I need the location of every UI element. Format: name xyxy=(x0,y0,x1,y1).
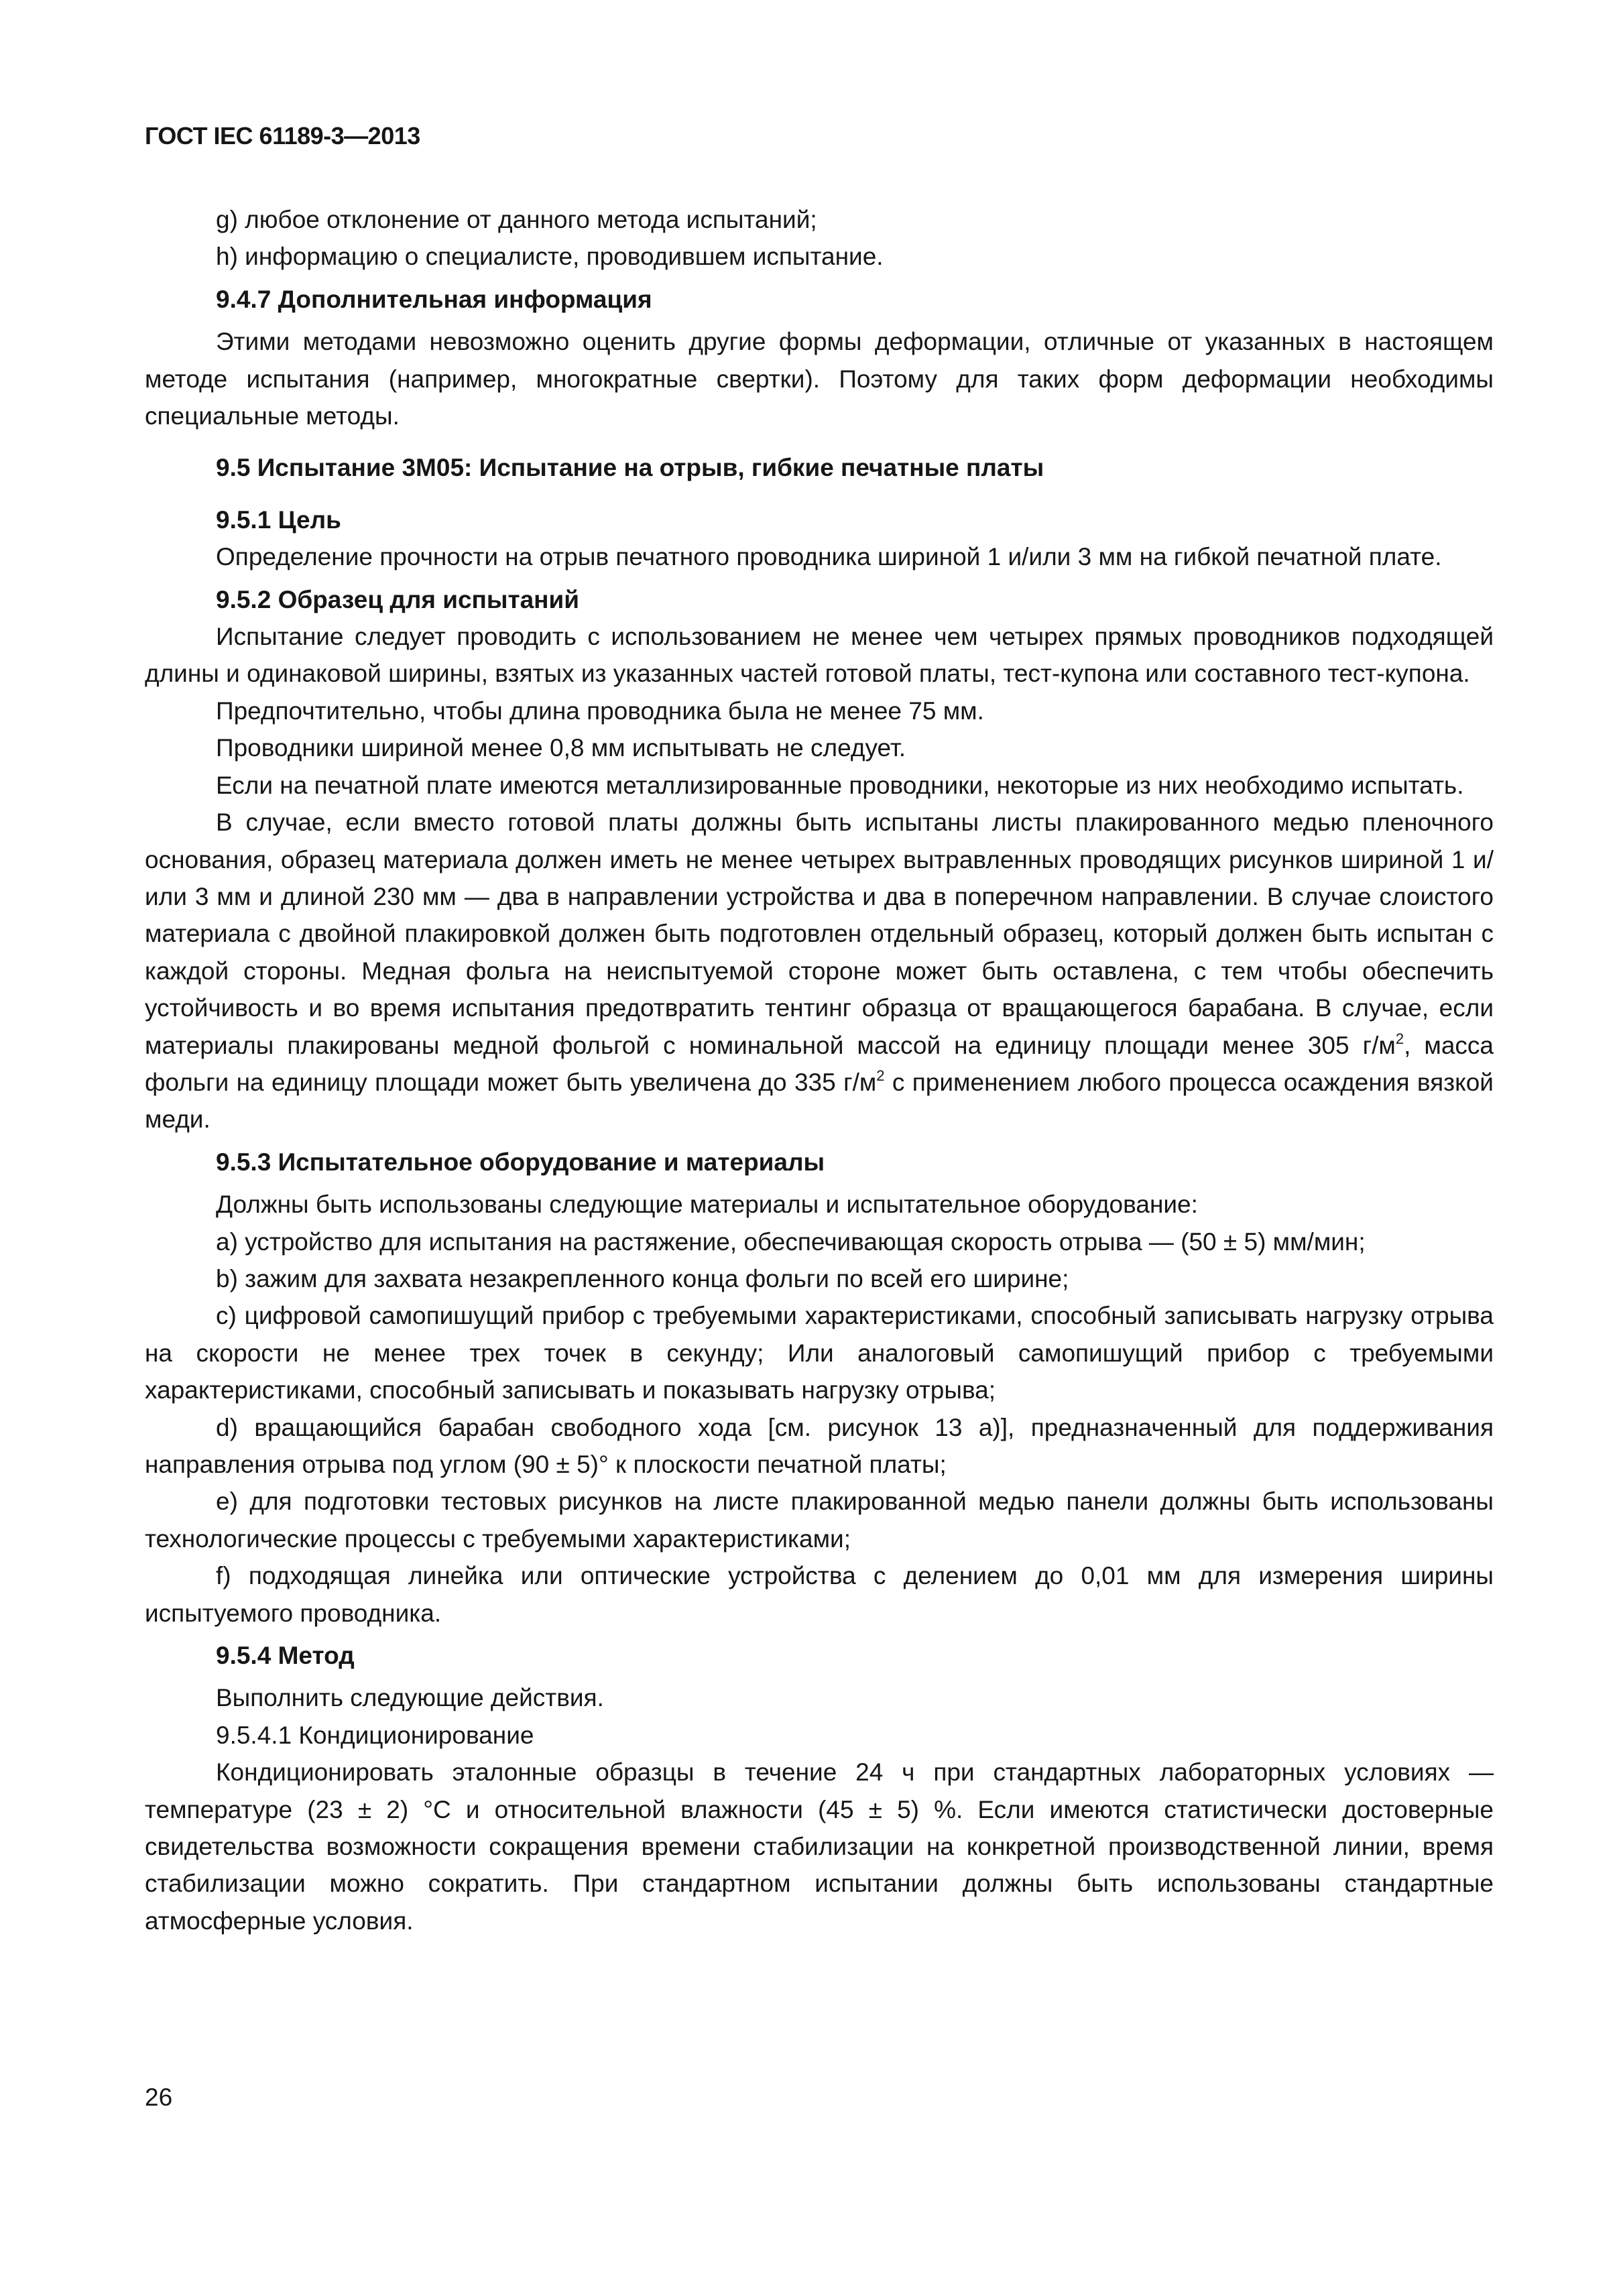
paragraph-specimen-5-part-a: В случае, если вместо готовой платы должны быть испытаны листы плакированного медью пленочного основания, образец материала должен иметь не менее четырех вытравленных проводящих рисунков шириной 1 и/или 3 мм и длиной 230 мм — два в направлении устройства и два в поперечном направлении. В случае слоистого материала с двойной плакировкой должен быть подготовлен отдельный образец, который должен быть испытан с каждой стороны. Медная фольга на неиспытуемой стороне может быть оставлена, с тем чтобы обеспечить устойчивость и во время испытания предотвратить тентинг образца от вращающегося барабана. В случае, если материалы плакированы медной фольгой с номинальной массой на единицу площади менее 305 г/м xyxy=(145,808,1494,1059)
paragraph-specimen-4: Если на печатной плате имеются металлизированные проводники, некоторые из них необходимо испытать. xyxy=(216,771,1464,799)
list-item-g: g) любое отклонение от данного метода испытаний; xyxy=(216,206,817,233)
list-item-c: c) цифровой самопишущий прибор с требуемыми характеристиками, способный записывать нагрузку отрыва на скорости не менее трех точек в секунду; Или аналоговый самопишущий прибор с требуемыми характеристиками, способный записывать и показывать нагрузку отрыва; xyxy=(145,1302,1494,1404)
subsection-heading-9-5-4-1: 9.5.4.1 Кондиционирование xyxy=(216,1721,534,1749)
paragraph-specimen-5 xyxy=(145,804,1494,1138)
paragraph-conditioning: Кондиционировать эталонные образцы в течение 24 ч при стандартных лабораторных условиях — температуре (23 ± 2) °С и относительной влажности (45 ± 5) %. Если имеются статистически достоверные свидетельства возможности сокращения времени стабилизации на конкретной производственной линии, время стабилизации можно сократить. При стандартном испытании должны быть использованы стандартные атмосферные условия. xyxy=(145,1758,1494,1935)
paragraph-specimen-3: Проводники шириной менее 0,8 мм испытывать не следует. xyxy=(216,734,906,762)
section-heading-9-5-1: 9.5.1 Цель xyxy=(216,505,341,534)
section-heading-9-5-4: 9.5.4 Метод xyxy=(216,1642,355,1670)
superscript-2-second: 2 xyxy=(876,1067,885,1084)
section-heading-9-5-2: 9.5.2 Образец для испытаний xyxy=(216,585,580,613)
paragraph-method-intro: Выполнить следующие действия. xyxy=(216,1684,604,1712)
list-item-b: b) зажим для захвата незакрепленного конца фольги по всей его ширине; xyxy=(216,1264,1069,1292)
paragraph-specimen-1: Испытание следует проводить с использованием не менее чем четырех прямых проводников подходящей длины и одинаковой ширины, взятых из указанных частей готовой платы, тест-купона или составного тест-купона. xyxy=(145,623,1494,688)
paragraph-additional-info: Этими методами невозможно оценить другие формы деформации, отличные от указанных в настоящем методе испытания (например, многократные свертки). Поэтому для таких форм деформации необходимы специальные методы. xyxy=(145,328,1494,430)
list-item-f: f) подходящая линейка или оптические устройства с делением до 0,01 мм для измерения ширины испытуемого проводника. xyxy=(145,1562,1494,1627)
paragraph-specimen-5-part-c: с применением любого процесса осаждения вязкой меди. xyxy=(145,1068,1494,1134)
paragraph-specimen-5-part-b: , масса фольги на единицу площади может быть увеличена до 335 г/м xyxy=(145,1031,1494,1096)
paragraph-purpose: Определение прочности на отрыв печатного проводника шириной 1 и/или 3 мм на гибкой печатной плате. xyxy=(216,543,1442,571)
document-id-header: ГОСТ IEC 61189-3—2013 xyxy=(145,122,420,149)
list-item-h: h) информацию о специалисте, проводившем испытание. xyxy=(216,243,884,271)
section-heading-9-5: 9.5 Испытание 3М05: Испытание на отрыв, гибкие печатные платы xyxy=(216,454,1044,482)
paragraph-specimen-2: Предпочтительно, чтобы длина проводника была не менее 75 мм. xyxy=(216,697,984,725)
page-number: 26 xyxy=(145,2083,173,2111)
superscript-2-first: 2 xyxy=(1395,1030,1404,1047)
list-item-d: d) вращающийся барабан свободного хода [см. рисунок 13 a)], предназначенный для поддерживания направления отрыва под углом (90 ± 5)° к плоскости печатной платы; xyxy=(145,1413,1494,1478)
list-item-e: e) для подготовки тестовых рисунков на листе плакированной медью панели должны быть использованы технологические процессы с требуемыми характеристиками; xyxy=(145,1488,1494,1553)
paragraph-equipment-intro: Должны быть использованы следующие материалы и испытательное оборудование: xyxy=(216,1191,1198,1219)
section-heading-9-4-7: 9.4.7 Дополнительная информация xyxy=(216,285,652,313)
page-body xyxy=(145,201,1494,1939)
section-heading-9-5-3: 9.5.3 Испытательное оборудование и материалы xyxy=(216,1148,825,1176)
list-item-a: a) устройство для испытания на растяжение, обеспечивающая скорость отрыва — (50 ± 5) мм/мин; xyxy=(216,1227,1366,1256)
